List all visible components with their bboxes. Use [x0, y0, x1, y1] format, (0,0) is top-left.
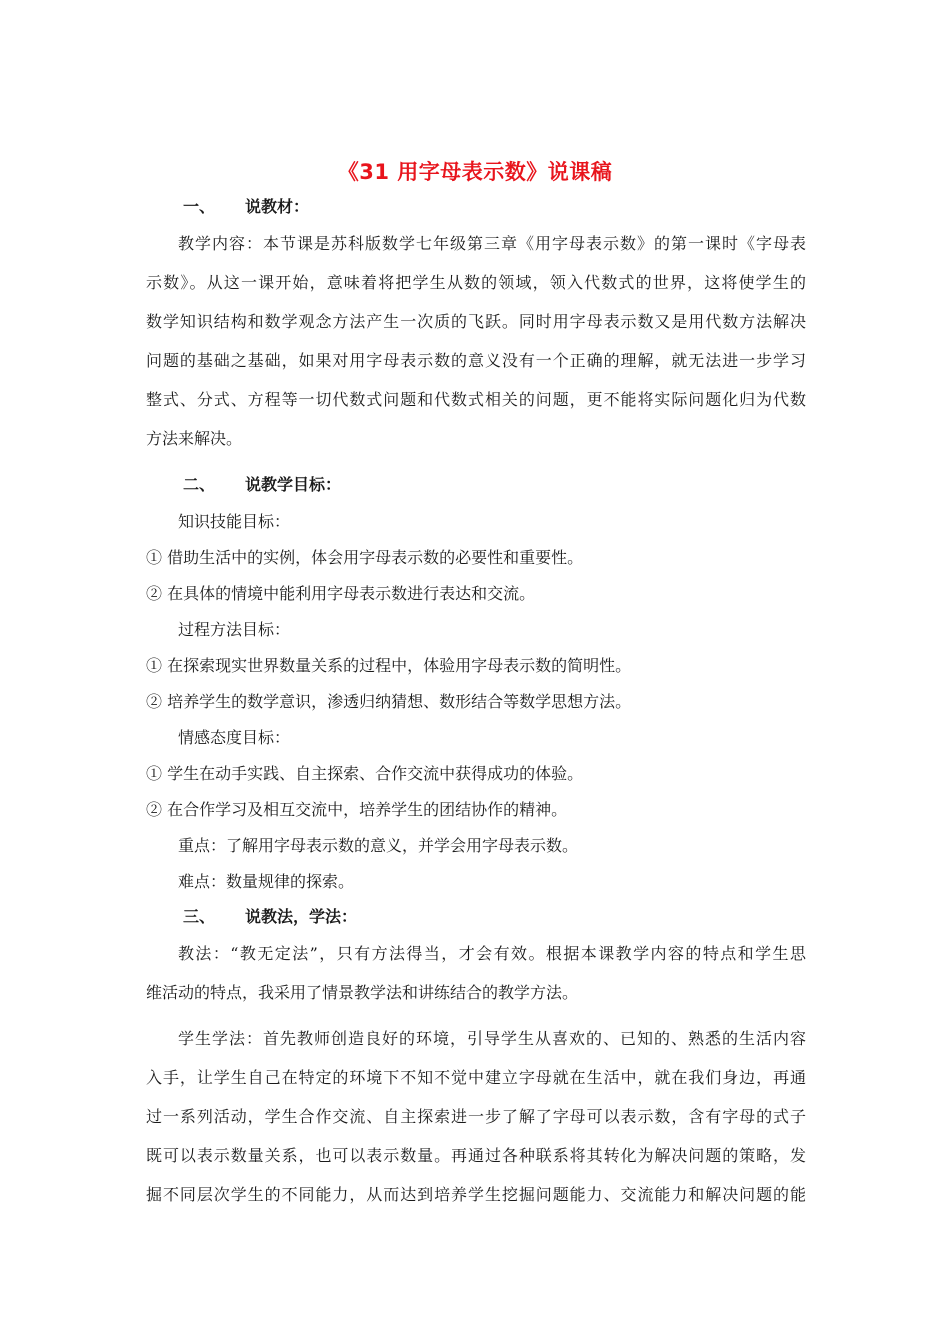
paragraph-line: 示数》。从这一课开始，意味着将把学生从数的领域，领入代数式的世界，这将使学生的: [146, 273, 806, 292]
paragraph-line: 数学知识结构和数学观念方法产生一次质的飞跃。同时用字母表示数又是用代数方法解决: [146, 312, 806, 331]
section-heading-teaching-material: [183, 196, 309, 218]
document-title: 《31 用字母表示数》说课稿: [337, 160, 613, 184]
section-title: 说教学目标：: [245, 475, 342, 494]
section-number: 三、: [183, 907, 216, 926]
paragraph-line: 整式、分式、方程等一切代数式问题和代数式相关的问题，更不能将实际问题化归为代数: [146, 390, 806, 409]
paragraph-line: 过一系列活动，学生合作交流、自主探索进一步了解了字母可以表示数，含有字母的式子: [146, 1107, 806, 1126]
goal-label-emotion: 情感态度目标：: [178, 728, 291, 747]
goal-item: ① 学生在动手实践、自主探索、合作交流中获得成功的体验。: [146, 764, 584, 783]
difficulty-point: 难点：数量规律的探索。: [178, 872, 355, 891]
section-number: 二、: [183, 475, 216, 494]
paragraph-line: 既可以表示数量关系，也可以表示数量。再通过各种联系将其转化为解决问题的策略，发: [146, 1146, 806, 1165]
goal-item: ② 在具体的情境中能利用字母表示数进行表达和交流。: [146, 584, 536, 603]
key-point: 重点：了解用字母表示数的意义，并学会用字母表示数。: [178, 836, 579, 855]
paragraph-line: 教法：“教无定法”，只有方法得当，才会有效。根据本课教学内容的特点和学生思: [178, 944, 806, 963]
goal-item: ② 培养学生的数学意识，渗透归纳猜想、数形结合等数学思想方法。: [146, 692, 632, 711]
goal-item: ① 借助生活中的实例，体会用字母表示数的必要性和重要性。: [146, 548, 584, 567]
section-heading-teaching-goals: [183, 474, 341, 496]
section-number: 一、: [183, 197, 216, 216]
section-title: 说教法，学法：: [245, 907, 358, 926]
paragraph-line: 入手，让学生自己在特定的环境下不知不觉中建立字母就在生活中，就在我们身边，再通: [146, 1068, 806, 1087]
section-title: 说教材：: [245, 197, 310, 216]
goal-label-knowledge: 知识技能目标：: [178, 512, 291, 531]
goal-item: ① 在探索现实世界数量关系的过程中，体验用字母表示数的简明性。: [146, 656, 632, 675]
goal-item: ② 在合作学习及相互交流中，培养学生的团结协作的精神。: [146, 800, 568, 819]
paragraph-line: 方法来解决。: [146, 429, 243, 448]
paragraph-line: 问题的基础之基础，如果对用字母表示数的意义没有一个正确的理解，就无法进一步学习: [146, 351, 806, 370]
paragraph-line: 维活动的特点，我采用了情景教学法和讲练结合的教学方法。: [146, 983, 579, 1002]
paragraph-line: 掘不同层次学生的不同能力，从而达到培养学生挖掘问题能力、交流能力和解决问题的能: [146, 1185, 806, 1204]
goal-label-process: 过程方法目标：: [178, 620, 291, 639]
paragraph-line: 学生学法：首先教师创造良好的环境，引导学生从喜欢的、已知的、熟悉的生活内容: [178, 1029, 806, 1048]
section-heading-methods: [183, 906, 357, 928]
paragraph-line: 教学内容：本节课是苏科版数学七年级第三章《用字母表示数》的第一课时《字母表: [178, 234, 806, 253]
